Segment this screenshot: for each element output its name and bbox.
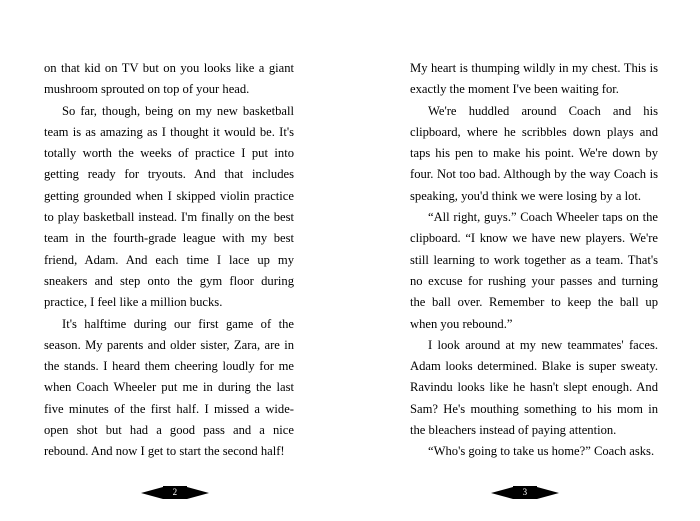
folio-ornament-icon	[491, 486, 559, 499]
page-right-folio	[350, 486, 700, 499]
paragraph: We're huddled around Coach and his clipboard, where he scribbles down plays and taps his pen to make his point. We're down by four. Not too bad. Although by the way Coach is speaking, you'd think we were losing by a lot.	[410, 103, 658, 203]
folio-wing-right-icon	[537, 487, 559, 499]
page-left-folio	[0, 486, 350, 499]
paragraph: My heart is thumping wildly in my chest. This is exactly the moment I've been waiting for.	[410, 61, 658, 97]
paragraph: “Who's going to take us home?” Coach asks.	[428, 444, 655, 459]
folio-ornament-icon	[141, 486, 209, 499]
folio-wing-left-icon	[491, 487, 513, 499]
paragraph: It's halftime during our first game of the season. My parents and older sister, Zara, are in the stands. I heard them cheering loudly for me when Coach Wheeler put me in during the last five minutes of the first half. I missed a wide-open shot but had a good pass and a nice rebound. And now I get to start the second half!	[44, 316, 294, 459]
page-number: 2	[163, 486, 187, 499]
paragraph: So far, though, being on my new basketball team is as amazing as I thought it would be. It's totally worth the weeks of practice I put into getting ready for tryouts. And that includes getting grounded when I skipped violin practice to play basketball instead. I'm finally on the best team in the fourth-grade league with my best friend, Adam. And each time I lace up my sneakers and step onto the gym floor during practice, I feel like a million bucks.	[44, 103, 294, 310]
paragraph: on that kid on TV but on you looks like a giant mushroom sprouted on top of your head.	[44, 61, 294, 97]
page-left-text-column	[44, 58, 294, 463]
page-right-text-column	[410, 58, 658, 463]
page-right	[350, 0, 700, 521]
page-number: 3	[513, 486, 537, 499]
paragraph: I look around at my new teammates' faces. Adam looks determined. Blake is super sweaty. Ravindu looks like he hasn't slept enough. And Sam? He's mouthing something to his mom in the bleachers instead of paying attention.	[410, 337, 658, 438]
paragraph: “All right, guys.” Coach Wheeler taps on the clipboard. “I know we have new players. We're still learning to work together as a team. That's no excuse for rushing your passes and turning the ball over. Remember to keep the ball up when you rebound.”	[410, 210, 658, 331]
folio-wing-left-icon	[141, 487, 163, 499]
folio-wing-right-icon	[187, 487, 209, 499]
